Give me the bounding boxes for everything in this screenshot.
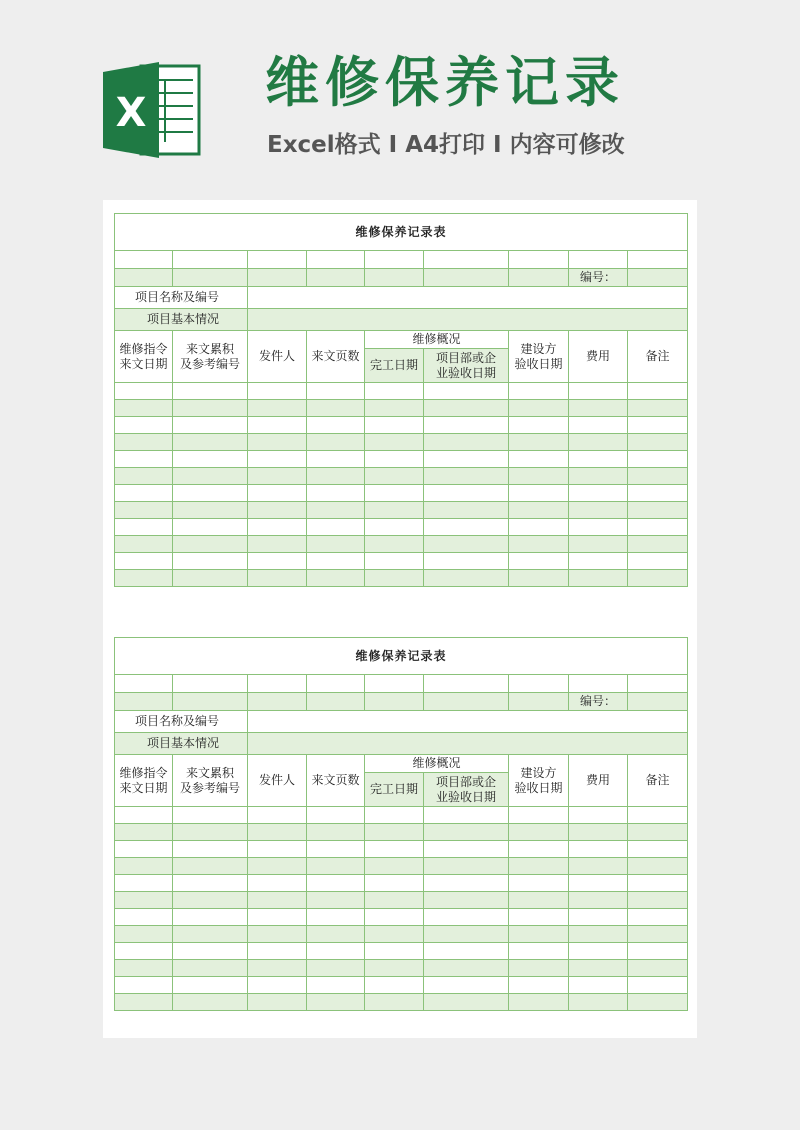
grid-cell[interactable] [248,451,307,468]
grid-cell[interactable] [509,536,569,553]
grid-cell[interactable] [628,994,688,1011]
grid-cell[interactable] [569,926,628,943]
grid-cell[interactable] [248,858,307,875]
grid-cell[interactable] [509,926,569,943]
grid-cell[interactable] [628,892,688,909]
grid-cell[interactable] [307,675,365,693]
grid-cell[interactable] [307,536,365,553]
grid-cell[interactable] [424,943,509,960]
grid-cell[interactable] [307,468,365,485]
grid-cell[interactable] [569,502,628,519]
grid-cell[interactable] [173,269,248,287]
grid-cell[interactable] [115,536,173,553]
grid-cell[interactable] [509,485,569,502]
grid-cell[interactable] [173,926,248,943]
grid-cell[interactable] [424,824,509,841]
grid-cell[interactable] [115,977,173,994]
grid-cell[interactable] [509,943,569,960]
grid-cell[interactable] [115,434,173,451]
grid-cell[interactable] [365,434,424,451]
grid-cell[interactable] [248,269,307,287]
grid-cell[interactable] [628,485,688,502]
header-cost: 费用 [569,331,628,383]
grid-cell[interactable] [115,451,173,468]
grid-cell[interactable] [424,502,509,519]
grid-cell[interactable] [365,960,424,977]
grid-cell[interactable] [424,553,509,570]
grid-cell[interactable] [307,693,365,711]
grid-cell[interactable] [424,875,509,892]
project-name-label: 项目名称及编号 [115,711,248,733]
project-info-field[interactable] [248,309,688,331]
grid-cell[interactable] [248,994,307,1011]
grid-cell[interactable] [424,417,509,434]
grid-cell[interactable] [115,824,173,841]
record-sheet [114,213,687,587]
grid-cell[interactable] [173,943,248,960]
excel-icon [103,60,203,160]
grid-cell[interactable] [424,485,509,502]
grid-cell[interactable] [173,824,248,841]
header-remark: 备注 [628,331,688,383]
grid-cell[interactable] [307,251,365,269]
grid-cell[interactable] [365,977,424,994]
grid-cell[interactable] [248,841,307,858]
grid-cell[interactable] [248,434,307,451]
grid-cell[interactable] [365,824,424,841]
grid-cell[interactable] [569,434,628,451]
grid-cell[interactable] [365,892,424,909]
project-name-label: 项目名称及编号 [115,287,248,309]
grid-cell[interactable] [173,383,248,400]
grid-cell[interactable] [628,451,688,468]
grid-cell[interactable] [307,570,365,587]
grid-cell[interactable] [509,269,569,287]
grid-cell[interactable] [509,841,569,858]
grid-cell[interactable] [509,434,569,451]
grid-cell[interactable] [509,502,569,519]
grid-cell[interactable] [569,468,628,485]
grid-cell[interactable] [173,536,248,553]
grid-cell[interactable] [509,807,569,824]
grid-cell[interactable] [628,960,688,977]
grid-cell[interactable] [509,468,569,485]
grid-cell[interactable] [569,485,628,502]
grid-cell[interactable] [248,536,307,553]
grid-cell[interactable] [509,417,569,434]
header-build-accept: 建设方 验收日期 [509,755,569,807]
grid-cell[interactable] [248,383,307,400]
grid-cell[interactable] [509,824,569,841]
grid-cell[interactable] [173,451,248,468]
header-pages: 来文页数 [307,755,365,807]
grid-cell[interactable] [424,519,509,536]
grid-cell[interactable] [307,960,365,977]
grid-cell[interactable] [115,570,173,587]
header-accumulation: 来文累积 及参考编号 [173,755,248,807]
grid-cell[interactable] [569,675,628,693]
grid-cell[interactable] [424,926,509,943]
number-field[interactable] [628,693,688,711]
grid-cell[interactable] [307,400,365,417]
grid-cell[interactable] [248,519,307,536]
grid-cell[interactable] [569,909,628,926]
excel-icon-letter: X [115,90,147,136]
grid-cell[interactable] [424,536,509,553]
paper [103,200,697,1038]
grid-cell[interactable] [173,251,248,269]
grid-cell[interactable] [365,693,424,711]
grid-cell[interactable] [424,269,509,287]
grid-cell[interactable] [569,251,628,269]
grid-cell[interactable] [365,536,424,553]
header-overview: 维修概况 [365,755,509,773]
project-info-label: 项目基本情况 [115,309,248,331]
grid-cell[interactable] [115,926,173,943]
grid-cell[interactable] [115,875,173,892]
grid-cell[interactable] [628,434,688,451]
grid-cell[interactable] [365,807,424,824]
grid-cell[interactable] [173,434,248,451]
grid-cell[interactable] [173,519,248,536]
grid-cell[interactable] [509,519,569,536]
grid-cell[interactable] [424,909,509,926]
grid-cell[interactable] [248,570,307,587]
grid-cell[interactable] [115,553,173,570]
grid-cell[interactable] [509,675,569,693]
grid-cell[interactable] [424,693,509,711]
grid-cell[interactable] [248,960,307,977]
grid-cell[interactable] [307,807,365,824]
grid-cell[interactable] [569,824,628,841]
grid-cell[interactable] [307,553,365,570]
grid-cell[interactable] [248,675,307,693]
grid-cell[interactable] [424,977,509,994]
grid-cell[interactable] [365,943,424,960]
grid-cell[interactable] [173,807,248,824]
grid-cell[interactable] [115,841,173,858]
grid-cell[interactable] [173,875,248,892]
grid-cell[interactable] [509,977,569,994]
grid-cell[interactable] [248,909,307,926]
record-sheet [114,637,687,1011]
grid-cell[interactable] [173,994,248,1011]
grid-cell[interactable] [509,892,569,909]
grid-cell[interactable] [307,434,365,451]
grid-cell[interactable] [424,468,509,485]
grid-cell[interactable] [365,858,424,875]
grid-cell[interactable] [115,519,173,536]
grid-cell[interactable] [365,400,424,417]
grid-cell[interactable] [569,400,628,417]
grid-cell[interactable] [115,675,173,693]
header-remark: 备注 [628,755,688,807]
project-info-field[interactable] [248,733,688,755]
grid-cell[interactable] [509,251,569,269]
grid-cell[interactable] [569,875,628,892]
grid-cell[interactable] [509,909,569,926]
grid-cell[interactable] [424,858,509,875]
grid-cell[interactable] [173,468,248,485]
record-table [114,213,688,587]
page-header [0,0,800,190]
grid-cell[interactable] [115,994,173,1011]
grid-cell[interactable] [307,519,365,536]
grid-cell[interactable] [307,824,365,841]
grid-cell[interactable] [628,519,688,536]
grid-cell[interactable] [173,485,248,502]
grid-cell[interactable] [248,943,307,960]
header-sender: 发件人 [248,755,307,807]
grid-cell[interactable] [628,570,688,587]
grid-cell[interactable] [628,824,688,841]
grid-cell[interactable] [365,994,424,1011]
grid-cell[interactable] [509,451,569,468]
grid-cell[interactable] [569,994,628,1011]
grid-cell[interactable] [115,892,173,909]
grid-cell[interactable] [307,417,365,434]
grid-cell[interactable] [115,468,173,485]
grid-cell[interactable] [248,892,307,909]
grid-cell[interactable] [628,417,688,434]
record-table [114,637,688,1011]
grid-cell[interactable] [569,892,628,909]
grid-cell[interactable] [569,960,628,977]
grid-cell[interactable] [307,485,365,502]
grid-cell[interactable] [628,926,688,943]
grid-cell[interactable] [115,383,173,400]
grid-cell[interactable] [569,451,628,468]
grid-cell[interactable] [509,383,569,400]
main-title: 维修保养记录 [265,51,625,114]
grid-cell[interactable] [424,675,509,693]
grid-cell[interactable] [509,858,569,875]
grid-cell[interactable] [115,807,173,824]
grid-cell[interactable] [628,468,688,485]
header-instruction-date: 维修指令 来文日期 [115,331,173,383]
grid-cell[interactable] [424,400,509,417]
grid-cell[interactable] [173,977,248,994]
grid-cell[interactable] [424,994,509,1011]
project-name-field[interactable] [248,287,688,309]
grid-cell[interactable] [509,994,569,1011]
grid-cell[interactable] [424,434,509,451]
grid-cell[interactable] [248,693,307,711]
grid-cell[interactable] [569,553,628,570]
grid-cell[interactable] [424,807,509,824]
header-cost: 费用 [569,755,628,807]
grid-cell[interactable] [424,451,509,468]
grid-cell[interactable] [115,251,173,269]
grid-cell[interactable] [569,519,628,536]
grid-cell[interactable] [115,400,173,417]
grid-cell[interactable] [365,383,424,400]
header-accumulation: 来文累积 及参考编号 [173,331,248,383]
grid-cell[interactable] [365,468,424,485]
grid-cell[interactable] [509,693,569,711]
sheet-title: 维修保养记录表 [115,638,688,675]
grid-cell[interactable] [115,693,173,711]
grid-cell[interactable] [365,553,424,570]
grid-cell[interactable] [307,451,365,468]
grid-cell[interactable] [569,383,628,400]
grid-cell[interactable] [365,875,424,892]
grid-cell[interactable] [569,943,628,960]
grid-cell[interactable] [628,383,688,400]
grid-cell[interactable] [307,383,365,400]
grid-cell[interactable] [307,502,365,519]
grid-cell[interactable] [307,841,365,858]
grid-cell[interactable] [307,858,365,875]
grid-cell[interactable] [365,909,424,926]
grid-cell[interactable] [628,251,688,269]
header-completion-date: 完工日期 [365,773,424,807]
grid-cell[interactable] [173,400,248,417]
grid-cell[interactable] [307,994,365,1011]
grid-cell[interactable] [173,858,248,875]
header-pages: 来文页数 [307,331,365,383]
grid-cell[interactable] [173,841,248,858]
header-overview: 维修概况 [365,331,509,349]
number-label: 编号： [569,693,628,711]
grid-cell[interactable] [365,675,424,693]
grid-cell[interactable] [628,977,688,994]
grid-cell[interactable] [628,841,688,858]
grid-cell[interactable] [173,553,248,570]
grid-cell[interactable] [307,943,365,960]
grid-cell[interactable] [173,570,248,587]
grid-cell[interactable] [248,875,307,892]
grid-cell[interactable] [115,943,173,960]
grid-cell[interactable] [628,943,688,960]
grid-cell[interactable] [115,417,173,434]
grid-cell[interactable] [365,451,424,468]
project-name-field[interactable] [248,711,688,733]
grid-cell[interactable] [248,417,307,434]
grid-cell[interactable] [628,807,688,824]
grid-cell[interactable] [424,892,509,909]
grid-cell[interactable] [173,417,248,434]
grid-cell[interactable] [509,875,569,892]
grid-cell[interactable] [569,570,628,587]
grid-cell[interactable] [173,502,248,519]
grid-cell[interactable] [248,400,307,417]
grid-cell[interactable] [248,251,307,269]
grid-cell[interactable] [569,977,628,994]
grid-cell[interactable] [173,693,248,711]
sheet-title: 维修保养记录表 [115,214,688,251]
grid-cell[interactable] [248,485,307,502]
grid-cell[interactable] [424,383,509,400]
grid-cell[interactable] [628,909,688,926]
grid-cell[interactable] [365,570,424,587]
grid-cell[interactable] [248,807,307,824]
grid-cell[interactable] [628,400,688,417]
grid-cell[interactable] [173,960,248,977]
grid-cell[interactable] [173,892,248,909]
grid-cell[interactable] [509,570,569,587]
sub-title: Excel格式 I A4打印 I 内容可修改 [267,132,625,158]
grid-cell[interactable] [628,502,688,519]
grid-cell[interactable] [569,858,628,875]
number-label: 编号： [569,269,628,287]
number-field[interactable] [628,269,688,287]
grid-cell[interactable] [248,977,307,994]
grid-cell[interactable] [248,502,307,519]
grid-cell[interactable] [628,553,688,570]
grid-cell[interactable] [365,502,424,519]
grid-cell[interactable] [307,926,365,943]
header-dept-accept: 项目部或企 业验收日期 [424,349,509,383]
grid-cell[interactable] [424,960,509,977]
grid-cell[interactable] [365,841,424,858]
grid-cell[interactable] [307,892,365,909]
header-completion-date: 完工日期 [365,349,424,383]
grid-cell[interactable] [509,553,569,570]
grid-cell[interactable] [424,251,509,269]
grid-cell[interactable] [365,417,424,434]
grid-cell[interactable] [424,841,509,858]
grid-cell[interactable] [115,485,173,502]
header-build-accept: 建设方 验收日期 [509,331,569,383]
grid-cell[interactable] [628,675,688,693]
grid-cell[interactable] [115,960,173,977]
grid-cell[interactable] [365,926,424,943]
grid-cell[interactable] [424,570,509,587]
grid-cell[interactable] [365,251,424,269]
grid-cell[interactable] [569,807,628,824]
grid-cell[interactable] [248,926,307,943]
grid-cell[interactable] [628,858,688,875]
grid-cell[interactable] [365,519,424,536]
grid-cell[interactable] [307,909,365,926]
grid-cell[interactable] [509,960,569,977]
grid-cell[interactable] [248,553,307,570]
grid-cell[interactable] [173,675,248,693]
grid-cell[interactable] [569,841,628,858]
grid-cell[interactable] [307,977,365,994]
project-info-label: 项目基本情况 [115,733,248,755]
header-instruction-date: 维修指令 来文日期 [115,755,173,807]
grid-cell[interactable] [173,909,248,926]
grid-cell[interactable] [628,875,688,892]
grid-cell[interactable] [307,875,365,892]
grid-cell[interactable] [307,269,365,287]
grid-cell[interactable] [115,269,173,287]
grid-cell[interactable] [628,536,688,553]
grid-cell[interactable] [509,400,569,417]
grid-cell[interactable] [115,858,173,875]
grid-cell[interactable] [569,536,628,553]
header-dept-accept: 项目部或企 业验收日期 [424,773,509,807]
grid-cell[interactable] [115,502,173,519]
grid-cell[interactable] [365,485,424,502]
grid-cell[interactable] [248,468,307,485]
header-sender: 发件人 [248,331,307,383]
grid-cell[interactable] [248,824,307,841]
grid-cell[interactable] [115,909,173,926]
grid-cell[interactable] [569,417,628,434]
grid-cell[interactable] [365,269,424,287]
